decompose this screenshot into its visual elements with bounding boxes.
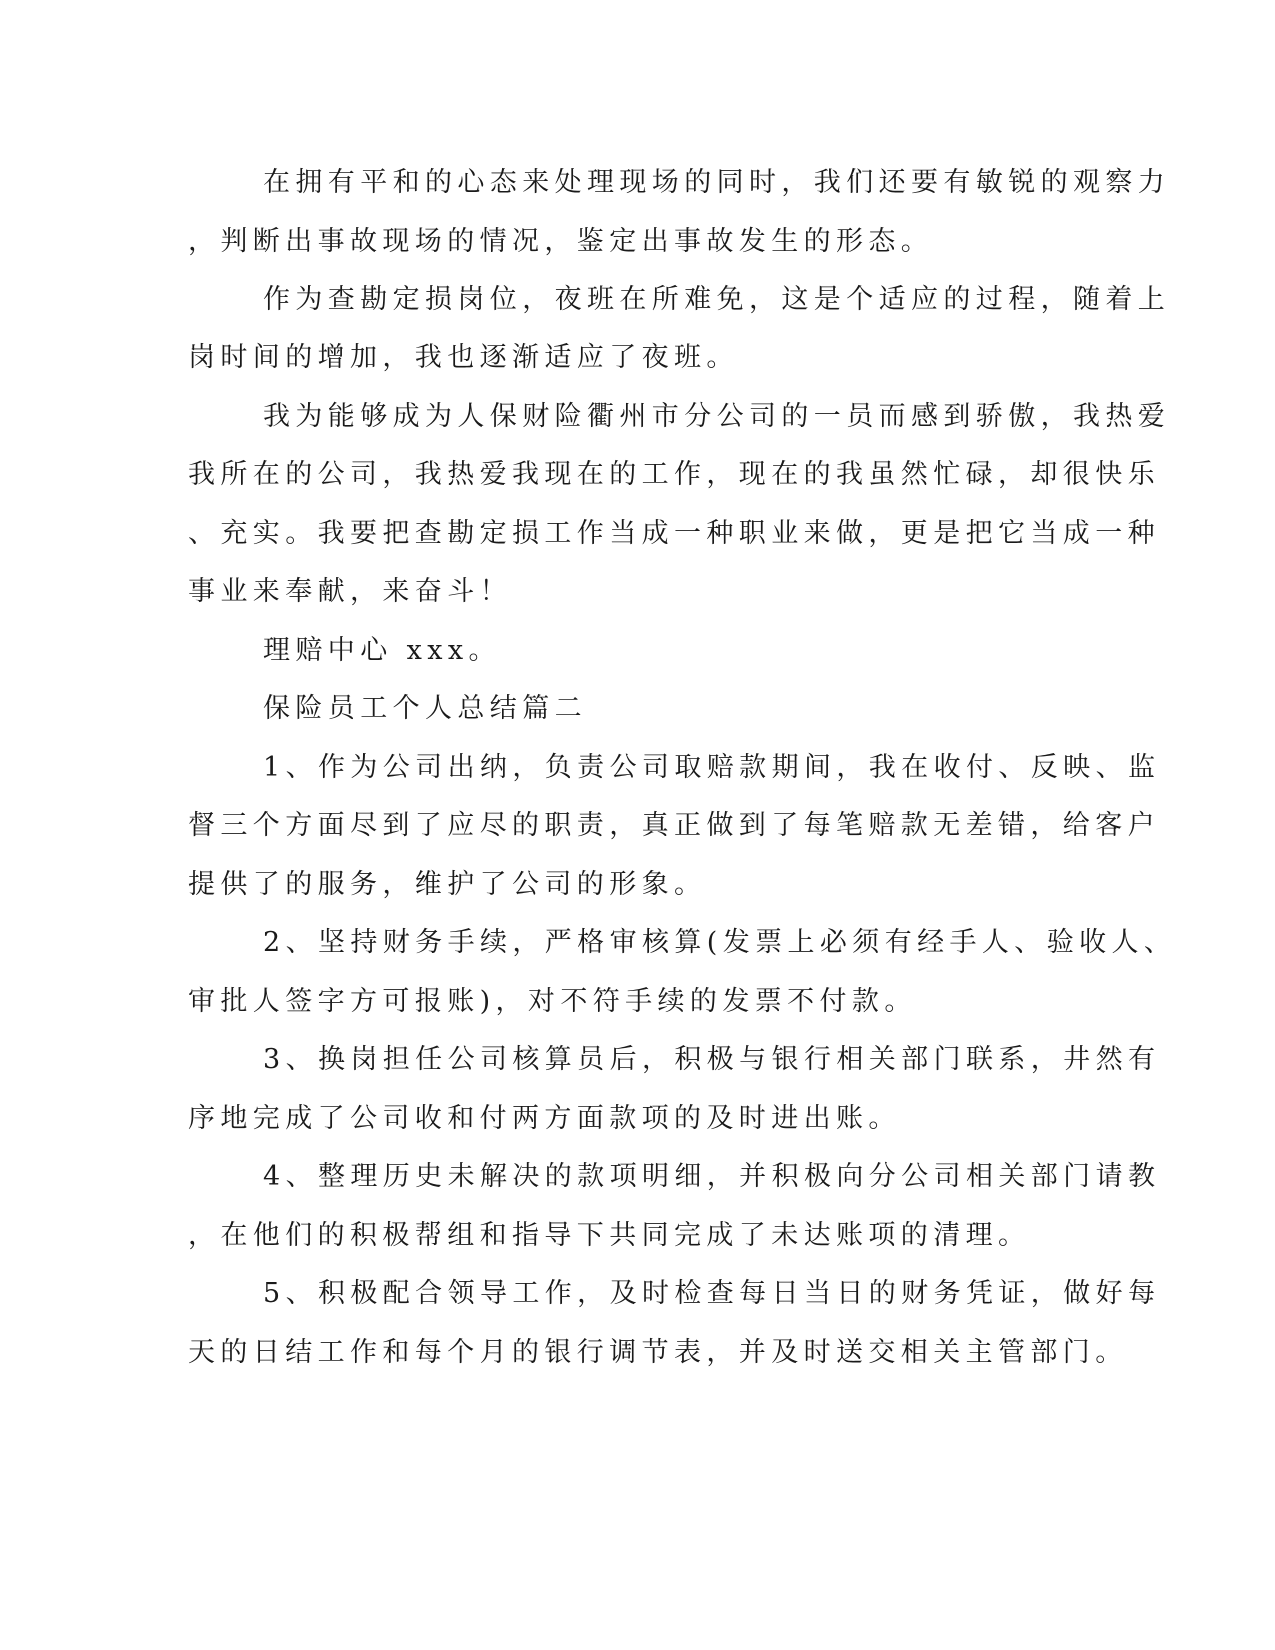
paragraph-line: 5、积极配合领导工作，及时检查每日当日的财务凭证，做好每 bbox=[263, 1278, 1161, 1309]
paragraph-line: 督三个方面尽到了应尽的职责，真正做到了每笔赔款无差错，给客户 bbox=[188, 810, 1160, 841]
paragraph-line: 我为能够成为人保财险衢州市分公司的一员而感到骄傲，我热爱 bbox=[263, 401, 1171, 432]
paragraph-line: 事业来奉献，来奋斗！ bbox=[188, 576, 512, 607]
section-heading: 保险员工个人总结篇二 bbox=[263, 693, 587, 724]
paragraph-line: 序地完成了公司收和付两方面款项的及时进出账。 bbox=[188, 1103, 901, 1134]
paragraph-line: ，在他们的积极帮组和指导下共同完成了未达账项的清理。 bbox=[188, 1220, 1031, 1251]
paragraph-line: 2、坚持财务手续，严格审核算(发票上必须有经手人、验收人、 bbox=[263, 927, 1177, 958]
paragraph-line: 审批人签字方可报账)，对不符手续的发票不付款。 bbox=[188, 986, 917, 1017]
paragraph-line: 4、整理历史未解决的款项明细，并积极向分公司相关部门请教 bbox=[263, 1161, 1161, 1192]
paragraph-line: 作为查勘定损岗位，夜班在所难免，这是个适应的过程，随着上 bbox=[263, 284, 1171, 315]
paragraph-line: 天的日结工作和每个月的银行调节表，并及时送交相关主管部门。 bbox=[188, 1337, 1128, 1368]
paragraph-line: 3、换岗担任公司核算员后，积极与银行相关部门联系，井然有 bbox=[263, 1044, 1161, 1075]
signature-line: 理赔中心 xxx。 bbox=[263, 635, 501, 666]
paragraph-line: 、充实。我要把查勘定损工作当成一种职业来做，更是把它当成一种 bbox=[188, 518, 1160, 549]
paragraph-line: 岗时间的增加，我也逐渐适应了夜班。 bbox=[188, 342, 739, 373]
paragraph-line: 提供了的服务，维护了公司的形象。 bbox=[188, 869, 707, 900]
paragraph-line: 我所在的公司，我热爱我现在的工作，现在的我虽然忙碌，却很快乐 bbox=[188, 459, 1160, 490]
paragraph-line: 1、作为公司出纳，负责公司取赔款期间，我在收付、反映、监 bbox=[263, 752, 1161, 783]
paragraph-line: ，判断出事故现场的情况，鉴定出事故发生的形态。 bbox=[188, 226, 934, 257]
paragraph-line: 在拥有平和的心态来处理现场的同时，我们还要有敏锐的观察力 bbox=[263, 167, 1171, 198]
